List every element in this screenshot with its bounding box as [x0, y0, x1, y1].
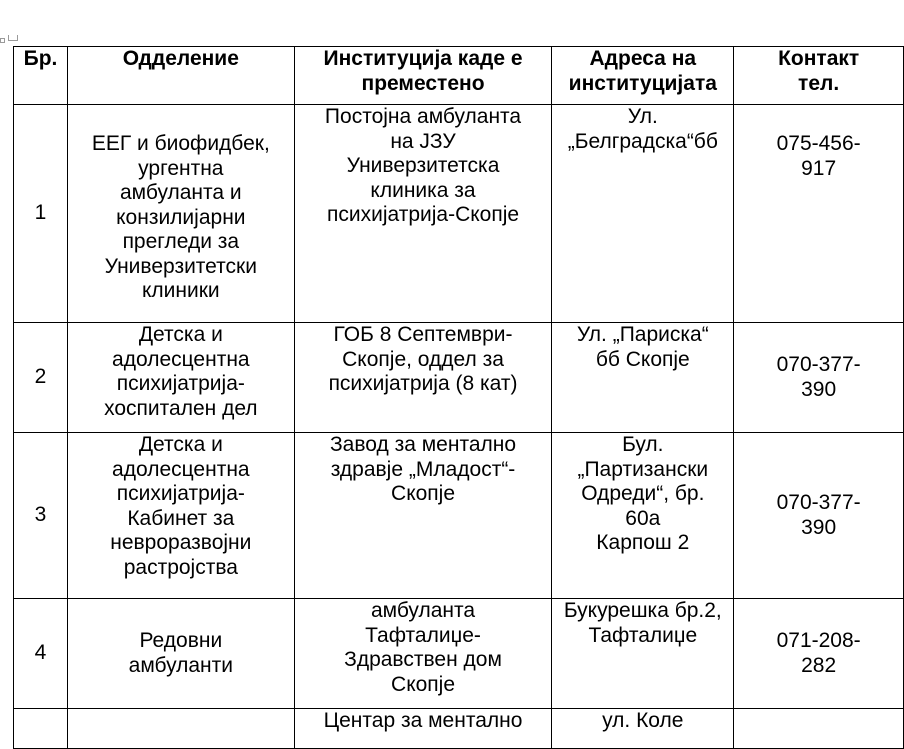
institution-line: Универзитетска	[346, 154, 500, 177]
row-contact	[734, 709, 904, 749]
row-institution	[294, 105, 552, 323]
address-line: ул. Коле	[602, 709, 684, 732]
row-department	[67, 709, 294, 749]
header-contact-line: Контакт	[778, 47, 860, 70]
table-move-handle-icon[interactable]	[0, 35, 20, 45]
institution-line: Завод за ментално	[330, 433, 517, 456]
institution-line: Здравствен дом	[344, 648, 502, 671]
header-number	[14, 47, 68, 105]
header-address-line: Адреса на	[589, 47, 697, 70]
cell-spacer	[72, 105, 290, 132]
contact-line: 917	[801, 156, 837, 180]
row-contact	[734, 599, 904, 709]
address-line: Карпош 2	[596, 531, 690, 554]
table-row	[14, 323, 904, 433]
header-institution	[294, 47, 552, 105]
contact-line: 070-377-	[776, 491, 861, 514]
institution-line: на ЈЗУ	[390, 129, 456, 153]
department-line: прегледи за	[122, 230, 240, 253]
department-line: психијатрија-	[116, 372, 245, 395]
row-contact	[734, 105, 904, 323]
header-institution-line: Институција каде е	[323, 47, 523, 70]
institution-line: Скопје	[391, 672, 456, 696]
header-number-text: Бр.	[23, 47, 58, 70]
row-department	[67, 105, 294, 323]
contact-line: 070-377-	[776, 353, 861, 376]
address-line: Ул. „Париска“	[576, 323, 709, 346]
address-line: „Белградска“бб	[567, 129, 718, 153]
department-line: ЕЕГ и биофидбек,	[91, 132, 270, 155]
contact-line: 282	[801, 653, 837, 677]
contact-line: 390	[801, 515, 837, 539]
address-line: бб Скопје	[595, 347, 690, 371]
row-institution	[294, 599, 552, 709]
row-number	[14, 105, 68, 323]
header-contact	[734, 47, 904, 105]
department-line: невроразвојни	[110, 531, 252, 554]
row-department	[67, 599, 294, 709]
header-address-line: институцијата	[568, 71, 717, 95]
institution-line: Постојна амбуланта	[324, 105, 522, 128]
department-line: растројства	[123, 555, 238, 579]
department-line: амбуланта и	[120, 181, 242, 204]
department-line: психијатрија-	[116, 482, 245, 505]
header-institution-line: преместено	[361, 71, 485, 95]
institution-line: психијатрија-Скопје	[326, 203, 520, 226]
row-department	[67, 323, 294, 433]
relocation-table	[13, 46, 904, 749]
institution-line: клиника за	[370, 178, 476, 202]
table-row	[14, 433, 904, 599]
row-institution	[294, 709, 552, 749]
department-line: адолесцентна	[112, 347, 250, 371]
department-line: клиники	[142, 279, 220, 302]
row-number	[14, 709, 68, 749]
header-address	[552, 47, 734, 105]
department-line: хоспитален дел	[104, 396, 258, 420]
institution-line: здравје „Младост“-	[330, 457, 516, 481]
department-line: Универзитетски	[104, 254, 257, 278]
department-line: Кабинет за	[127, 506, 235, 530]
row-number-text: 3	[34, 503, 47, 527]
row-address	[552, 323, 734, 433]
row-number-text: 2	[34, 365, 47, 389]
department-line: конзилијарни	[116, 205, 246, 229]
row-address	[552, 433, 734, 599]
header-department-text: Одделение	[122, 47, 239, 70]
row-number-text: 4	[34, 641, 47, 665]
row-institution	[294, 323, 552, 433]
row-number	[14, 599, 68, 709]
department-line: Детска и	[138, 323, 223, 346]
row-contact	[734, 323, 904, 433]
table-row	[14, 599, 904, 709]
table-row	[14, 105, 904, 323]
row-contact	[734, 433, 904, 599]
address-line: „Партизански	[577, 457, 709, 481]
address-line: Бул.	[622, 433, 664, 456]
row-address	[552, 599, 734, 709]
row-number-text: 1	[34, 201, 47, 225]
department-line: Редовни	[139, 629, 223, 652]
institution-line: Центар за ментално	[323, 709, 523, 732]
row-institution	[294, 433, 552, 599]
institution-line: амбуланта	[370, 599, 476, 622]
row-address	[552, 709, 734, 749]
institution-line: Тафталиџе-	[365, 623, 481, 647]
department-line: ургентна	[138, 156, 224, 180]
contact-line: 071-208-	[776, 629, 861, 652]
address-line: Букурешка бр.2,	[563, 599, 722, 622]
address-line: Тафталиџе	[588, 623, 698, 647]
institution-line: ГОБ 8 Септември-	[333, 323, 513, 346]
department-line: Детска и	[138, 433, 223, 456]
contact-line: 075-456-	[776, 132, 861, 155]
address-line: Ул.	[627, 105, 658, 128]
address-line: Одреди“, бр.	[581, 482, 705, 505]
contact-line: 390	[801, 377, 837, 401]
institution-line: Скопје, оддел за	[342, 347, 504, 371]
table-row	[14, 709, 904, 749]
handle-square-icon	[0, 38, 5, 43]
department-line: амбуланти	[128, 653, 234, 677]
cell-spacer	[738, 105, 899, 132]
institution-line: Скопје	[391, 482, 456, 505]
institution-line: психијатрија (8 кат)	[328, 372, 518, 395]
address-line: 60а	[625, 506, 661, 530]
row-address	[552, 105, 734, 323]
header-row	[14, 47, 904, 105]
handle-bracket-icon	[8, 35, 18, 41]
row-department	[67, 433, 294, 599]
header-department	[67, 47, 294, 105]
department-line: адолесцентна	[112, 457, 250, 481]
row-number	[14, 323, 68, 433]
header-contact-line: тел.	[798, 71, 840, 95]
row-number	[14, 433, 68, 599]
